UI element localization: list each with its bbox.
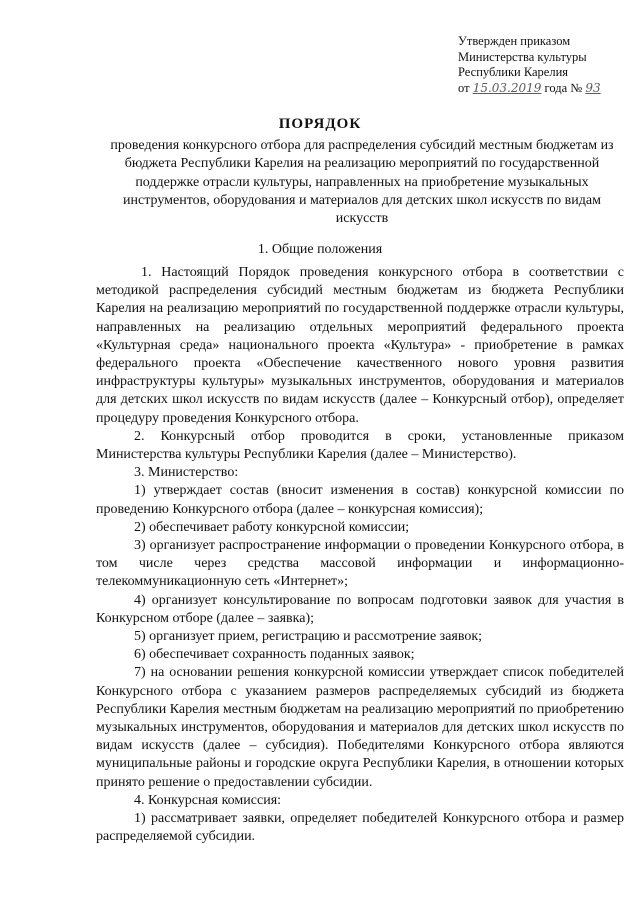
paragraph: 6) обеспечивает сохранность поданных заявок;	[134, 647, 415, 663]
approval-stamp	[458, 34, 601, 96]
approval-line-4	[458, 81, 601, 97]
paragraph: 3. Министерство:	[134, 465, 239, 481]
approval-line-2: Министерства культуры	[458, 49, 587, 64]
paragraph: 4) организует консультирование по вопросам подготовки заявок для участия в Конкурсном отборе (далее – заявка);	[96, 592, 624, 626]
year-label: года №	[544, 80, 583, 95]
approval-line-3: Республики Карелия	[458, 65, 569, 79]
from-label: от	[458, 80, 470, 95]
approval-line-1: Утвержден приказом	[458, 34, 571, 48]
paragraph: 4. Конкурсная комиссия:	[134, 792, 282, 808]
paragraph: 2) обеспечивает работу конкурсной комиссии;	[134, 519, 410, 535]
approval-date: 15.03.2019	[472, 80, 542, 95]
paragraph: 1) рассматривает заявки, определяет победителей Конкурсного отбора и размер распределяемой субсидии.	[96, 811, 624, 845]
paragraph: 7) на основании решения конкурсной комиссии утверждает список победителей Конкурсного отбора с указанием размеров распределяемых субсидий из бюджета Республики Карелия местным бюджетам на реализацию мероприятий по приобретению музыкальных инструментов, оборудования и материалов для детских школ искусств по видам искусств (далее – субсидия). Победителями Конкурсного отбора являются муниципальные районы и городские округа Республики Карелия, в отношении которых принято решение о предоставлении субсидии.	[96, 665, 624, 790]
section-title: 1. Общие положения	[257, 242, 383, 257]
approval-number: 93	[585, 80, 601, 95]
document-subtitle: проведения конкурсного отбора для распределения субсидий местным бюджетам из бюджета Республики Карелия на реализацию мероприятий по государственной поддержке отрасли культуры, направленных на приобретение музыкальных инструментов, оборудования и материалов для детских школ искусств по видам искусств	[110, 138, 614, 227]
document-title: ПОРЯДОК	[278, 116, 362, 132]
paragraph: 1) утверждает состав (вносит изменения в состав) конкурсной комиссии по проведению Конкурсного отбора (далее – конкурсная комиссия);	[96, 483, 624, 517]
paragraph: 5) организует прием, регистрацию и рассмотрение заявок;	[134, 629, 483, 645]
paragraph: 3) организует распространение информации о проведении Конкурсного отбора, в том числе через средства массовой информации и информационно-телекоммуникационную сеть «Интернет»;	[96, 538, 624, 590]
paragraph: 2. Конкурсный отбор проводится в сроки, установленные приказом Министерства культуры Республики Карелия (далее – Министерство).	[96, 428, 624, 463]
paragraph: 1. Настоящий Порядок проведения конкурсного отбора в соответствии с методикой распределения субсидий местным бюджетам из бюджета Республики Карелия на реализацию мероприятий по государственной поддержке отрасли культуры, направленных на реализацию отдельных мероприятий федерального проекта «Культурная среда» национального проекта «Культура» - приобретение в рамках федерального проекта «Обеспечение качественного нового уровня развития инфраструктуры культуры» музыкальных инструментов, оборудования и материалов для детских школ искусств по видам искусств (далее – Конкурсный отбор), определяет процедуру проведения Конкурсного отбора.	[96, 265, 624, 426]
document-body	[96, 264, 624, 847]
